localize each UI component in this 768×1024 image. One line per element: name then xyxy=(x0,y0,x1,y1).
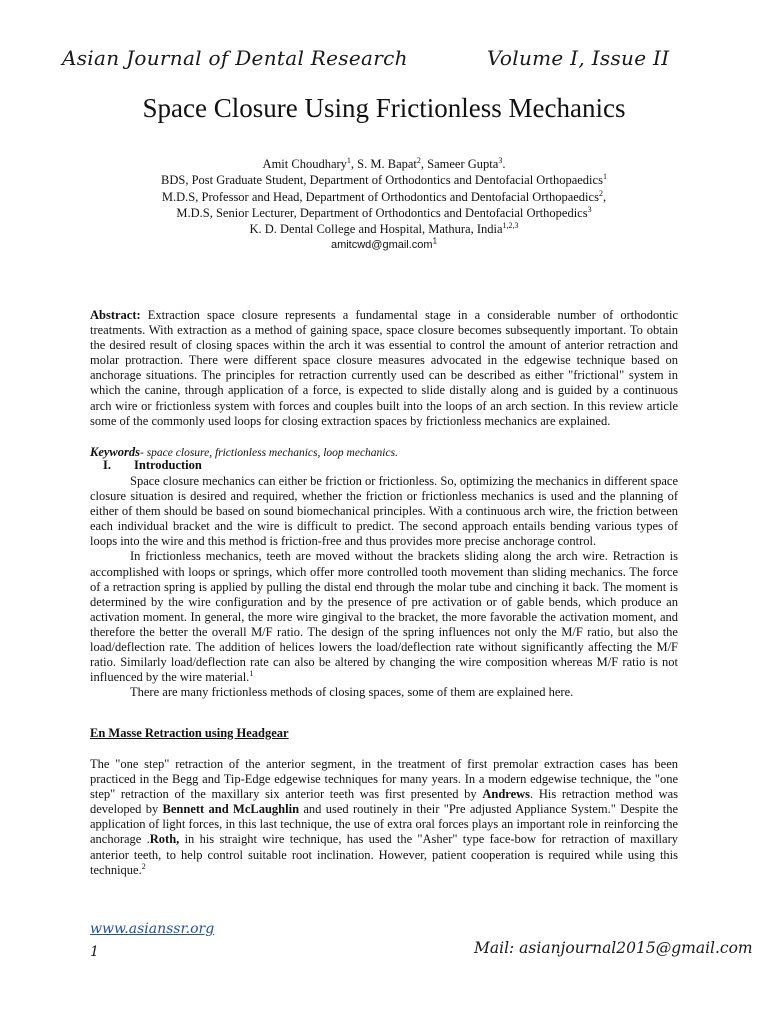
author-1-sup: 1 xyxy=(346,155,351,165)
author-email xyxy=(0,237,768,253)
affiliation-2-text: M.D.S, Professor and Head, Department of Orthodontics and Dentofacial Orthopaedics xyxy=(161,189,599,204)
author-2-sup: 2 xyxy=(416,155,421,165)
text-run-4: in his straight wire technique, has used the "Asher" type face-bow for retraction of maxillary anterior teeth, to help control suitable root inclination. However, patient cooperation is required while using this technique. xyxy=(90,832,678,877)
section-number: I. xyxy=(103,458,111,472)
author-sep-2: , xyxy=(420,157,428,171)
affiliation-4-sup: 1,2,3 xyxy=(502,221,519,231)
website-link[interactable]: www.asianssr.org xyxy=(90,921,215,937)
abstract-label: Abstract: xyxy=(90,308,141,322)
author-1: Amit Choudhary xyxy=(262,157,347,171)
author-sep-1: , xyxy=(350,157,358,171)
introduction-body xyxy=(90,474,678,700)
intro-paragraph-2 xyxy=(90,549,678,685)
keywords-text: - space closure, frictionless mechanics, loop mechanics. xyxy=(140,447,398,459)
affiliation-4 xyxy=(0,221,768,237)
affiliation-3-text: M.D.S, Senior Lecturer, Department of Orthodontics and Dentofacial Orthopedics xyxy=(176,205,588,220)
intro-paragraph-2-text: In frictionless mechanics, teeth are moved without the brackets sliding along the arch wire. Retraction is accomplished with loops or springs, which offer more controlled tooth movement than sliding mechanics. The force of a retraction spring is applied by pulling the distal end through the molar tube and cinching it back. The moment is determined by the wire configuration and by the presence of pre activation or of gable bends, which produce an activation moment. In general, the more wire gingival to the bracket, the more favorable the activation moment, and therefore the better the overall M/F ratio. The design of the spring influences not only the M/F ratio, but also the load/deflection rate. The addition of helices lowers the load/deflection rate without significantly affecting the M/F ratio. Similarly load/deflection rate can also be altered by changing the wire composition whereas M/F ratio is not influenced by the wire material. xyxy=(90,549,678,685)
affiliation-1 xyxy=(0,172,768,188)
intro-paragraph-2-sup: 1 xyxy=(249,669,254,679)
author-block xyxy=(0,156,768,254)
affiliation-2 xyxy=(0,189,768,205)
author-2: S. M. Bapat xyxy=(357,157,417,171)
intro-paragraph-1: Space closure mechanics can either be friction or frictionless. So, optimizing the mechanics in different space closure situation is desired and required, whether the friction or frictionless mechanics is used and the planning of either of them should be based on sound biomechanical principles. With a continuous arch wire, the friction between each individual bracket and the wire is difficult to predict. The second approach entails bending various types of loops into the wire and this method is friction-free and thus provides more precise anchorage control. xyxy=(90,474,678,549)
abstract xyxy=(90,308,678,429)
bold-run-1: Andrews xyxy=(482,787,531,802)
author-email-text: amitcwd@gmail.com xyxy=(330,239,433,252)
bold-run-2: Bennett and McLaughlin xyxy=(162,802,300,817)
affiliation-3-sup: 3 xyxy=(587,204,592,214)
intro-paragraph-3: There are many frictionless methods of closing spaces, some of them are explained here. xyxy=(130,685,574,700)
volume-issue: Volume I, Issue II xyxy=(487,46,670,70)
text-run-1: The "one step" retraction of the anterior segment, in the treatment of first premolar extraction cases has been practiced in the Begg and Tip-Edge edgewise techniques for many years. In a modern edgewise technique, the "one step" retraction of the maxillary six anterior teeth was first presented by xyxy=(90,757,678,802)
bold-run-3: Roth, xyxy=(149,832,180,847)
subheading-en-masse-retraction: En Masse Retraction using Headgear xyxy=(90,726,289,740)
en-masse-body xyxy=(90,757,678,878)
affiliation-2-end: , xyxy=(602,189,607,204)
affiliation-1-sup: 1 xyxy=(602,172,607,182)
affiliation-1-text: BDS, Post Graduate Student, Department of Orthodontics and Dentofacial Orthopaedics xyxy=(161,173,603,188)
keywords-label: Keywords xyxy=(90,445,140,459)
abstract-text: Extraction space closure represents a fundamental stage in a considerable number of orthodontic treatments. With extraction as a method of gaining space, space closure becomes subsequently important. To obtain the desired result of closing spaces within the arch it was essential to control the amount of anterior retraction and molar protraction. There were different space closure measures advocated in the edgewise technique based on anchorage situations. The principles for retraction currently used can be described as either "frictional" system in which the canine, through application of a force, is expected to slide distally along and is guided by a continuous arch wire or frictionless system with forces and couples built into the loops of an arch section. In this review article some of the commonly used loops for closing extraction spaces by frictionless mechanics are explained. xyxy=(90,308,678,428)
section-title: Introduction xyxy=(134,458,202,472)
author-3-sup: 3 xyxy=(498,155,503,165)
section-heading-introduction xyxy=(103,458,202,473)
paper-title: Space Closure Using Frictionless Mechanics xyxy=(142,93,626,123)
journal-name: Asian Journal of Dental Research xyxy=(62,46,408,70)
en-masse-paragraph xyxy=(90,757,678,878)
footer-mail: Mail: asianjournal2015@gmail.com xyxy=(474,939,753,957)
text-run-3: and used routinely in their "Pre adjusted Appliance System." Despite the application of light forces, in this last technique, the use of extra oral forces plays an important role in reinforcing the anchorage . xyxy=(90,802,678,847)
text-run-2: . His retraction method was developed by xyxy=(90,787,678,817)
author-end: . xyxy=(502,157,506,171)
affiliation-3 xyxy=(0,205,768,221)
page-number: 1 xyxy=(90,944,99,960)
affiliation-4-text: K. D. Dental College and Hospital, Mathura, India xyxy=(249,222,503,237)
author-3: Sameer Gupta xyxy=(427,157,499,171)
en-masse-sup: 2 xyxy=(141,861,146,871)
affiliation-2-sup: 2 xyxy=(598,188,603,198)
author-email-sup: 1 xyxy=(432,236,438,246)
author-names xyxy=(0,156,768,172)
